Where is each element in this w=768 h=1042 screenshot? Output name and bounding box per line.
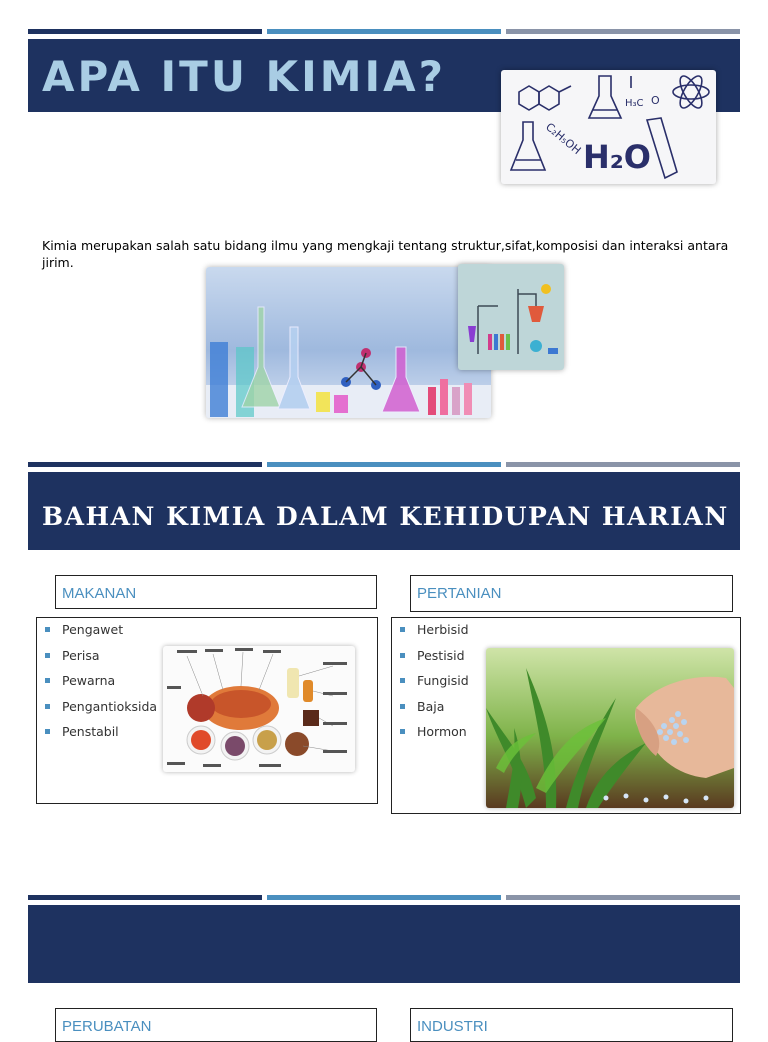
category-title: PERTANIAN bbox=[417, 585, 502, 602]
chemistry-formula-image bbox=[501, 70, 716, 184]
title-banner bbox=[28, 905, 740, 983]
list-item: Penstabil bbox=[43, 722, 157, 748]
accent-stripe-dark bbox=[28, 462, 262, 467]
methyl-label-text: H₃C bbox=[625, 98, 644, 109]
list-item: Pestisid bbox=[398, 646, 469, 672]
bullet-list bbox=[43, 620, 157, 748]
glassware-icon bbox=[206, 267, 491, 418]
list-item: Pengantioksida bbox=[43, 697, 157, 723]
plant-hand-icon bbox=[486, 648, 734, 808]
accent-stripe-grey bbox=[506, 462, 740, 467]
lab-glassware-image bbox=[206, 267, 491, 418]
accent-stripe-blue bbox=[267, 895, 501, 900]
accent-stripe-grey bbox=[506, 895, 740, 900]
category-title: INDUSTRI bbox=[417, 1018, 488, 1035]
list-item: Pengawet bbox=[43, 620, 157, 646]
category-header-industri bbox=[410, 1008, 733, 1042]
oxygen-label-text: O bbox=[651, 94, 660, 107]
category-title: MAKANAN bbox=[62, 585, 137, 602]
lab-apparatus-image bbox=[458, 264, 564, 370]
accent-stripe-blue bbox=[267, 29, 501, 34]
category-header-perubatan bbox=[55, 1008, 377, 1042]
h2o-formula-text: H₂O bbox=[583, 138, 651, 176]
accent-stripe-dark bbox=[28, 895, 262, 900]
bullet-list bbox=[398, 620, 469, 748]
list-item: Baja bbox=[398, 697, 469, 723]
chemistry-sketch-icon bbox=[501, 70, 716, 184]
category-header-makanan bbox=[55, 575, 377, 609]
slide-title: BAHAN KIMIA DALAM KEHIDUPAN HARIAN bbox=[42, 502, 729, 531]
list-item: Perisa bbox=[43, 646, 157, 672]
food-plate-icon bbox=[163, 646, 355, 772]
ethanol-formula-text: C₂H₅OH bbox=[543, 120, 584, 158]
category-box-makanan bbox=[36, 617, 378, 804]
category-header-pertanian bbox=[410, 575, 733, 612]
slide-title: APA ITU KIMIA? bbox=[42, 52, 447, 101]
category-box-pertanian bbox=[391, 617, 741, 814]
slide-description: Kimia merupakan salah satu bidang ilmu yang mengkaji tentang struktur,sifat,komposisi dan interaksi antara jirim. bbox=[42, 238, 729, 270]
list-item: Fungisid bbox=[398, 671, 469, 697]
accent-stripe-grey bbox=[506, 29, 740, 34]
accent-stripe-dark bbox=[28, 29, 262, 34]
fertilizer-plant-image bbox=[486, 648, 734, 808]
lab-stand-icon bbox=[458, 264, 564, 370]
list-item: Hormon bbox=[398, 722, 469, 748]
list-item: Herbisid bbox=[398, 620, 469, 646]
accent-stripe-blue bbox=[267, 462, 501, 467]
list-item: Pewarna bbox=[43, 671, 157, 697]
food-additives-image bbox=[163, 646, 355, 772]
category-title: PERUBATAN bbox=[62, 1018, 152, 1035]
